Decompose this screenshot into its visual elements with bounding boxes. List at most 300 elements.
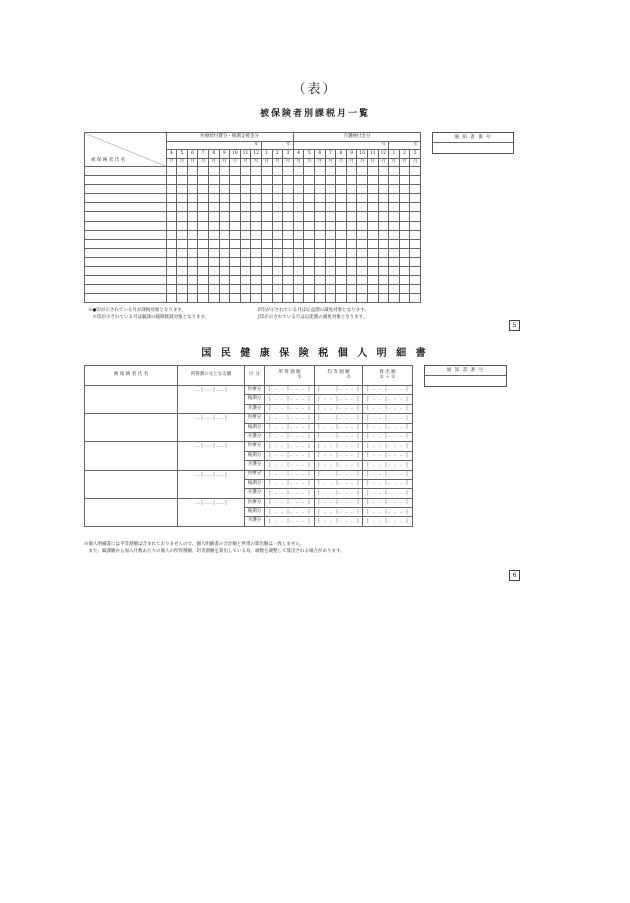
month-cell xyxy=(293,248,304,257)
month-cell xyxy=(336,267,347,276)
insured-name-cell xyxy=(85,203,167,212)
month-cell xyxy=(208,221,219,230)
month-cell xyxy=(177,230,188,239)
month-label: 月 xyxy=(336,159,347,167)
month-cell xyxy=(389,176,400,185)
kinto-amount-cell xyxy=(315,404,363,413)
kinto-amount-cell xyxy=(315,386,363,395)
month-cell xyxy=(187,267,198,276)
month-cell xyxy=(198,185,209,194)
month-cell xyxy=(367,230,378,239)
month-cell xyxy=(166,194,177,203)
month-cell xyxy=(389,267,400,276)
insured-name-cell xyxy=(85,221,167,230)
month-cell xyxy=(166,230,177,239)
month-number: 10 xyxy=(357,150,368,159)
table1-title: 被保険者別課税月一覧 xyxy=(259,109,370,119)
month-cell xyxy=(240,257,251,266)
month-cell xyxy=(293,221,304,230)
month-cell xyxy=(240,267,251,276)
kubun-label: 医療分 xyxy=(245,498,265,507)
month-cell xyxy=(219,221,230,230)
month-cell xyxy=(251,248,262,257)
month-cell xyxy=(357,276,368,285)
month-cell xyxy=(378,239,389,248)
sanshutsu-amount-cell xyxy=(363,442,413,451)
insured-name-cell xyxy=(85,498,178,526)
sanshutsu-label: 算 出 額 xyxy=(379,370,396,375)
table-row xyxy=(85,498,413,507)
table-row xyxy=(85,248,421,257)
month-cell xyxy=(177,294,188,303)
digit-guides: ..|...|...| xyxy=(194,471,228,478)
month-cell xyxy=(389,185,400,194)
month-cell xyxy=(314,194,325,203)
month-cell xyxy=(389,230,400,239)
year-label: 年 xyxy=(286,142,291,148)
month-cell xyxy=(410,239,421,248)
month-number: 7 xyxy=(198,150,209,159)
month-cell xyxy=(272,194,283,203)
insured-name-cell xyxy=(85,442,178,470)
month-cell xyxy=(346,212,357,221)
month-cell xyxy=(410,194,421,203)
digit-guides: | . . |. . . | xyxy=(268,461,311,468)
month-cell xyxy=(336,285,347,294)
month-cell xyxy=(399,194,410,203)
month-cell xyxy=(261,276,272,285)
month-cell xyxy=(389,167,400,176)
month-cell xyxy=(198,239,209,248)
note-line: J印が示されている月は応能割の減免対象となります。 xyxy=(258,315,368,320)
month-cell xyxy=(208,230,219,239)
month-cell xyxy=(177,203,188,212)
month-cell xyxy=(177,276,188,285)
month-cell xyxy=(367,239,378,248)
month-cell xyxy=(293,267,304,276)
table-row xyxy=(85,386,413,395)
month-cell xyxy=(166,294,177,303)
table-row xyxy=(85,203,421,212)
month-cell xyxy=(389,221,400,230)
month-cell xyxy=(399,176,410,185)
month-cell xyxy=(304,167,315,176)
month-cell xyxy=(399,276,410,285)
month-cell xyxy=(304,176,315,185)
table1-notes-left xyxy=(88,307,209,321)
month-cell xyxy=(378,194,389,203)
month-cell xyxy=(219,203,230,212)
month-cell xyxy=(177,267,188,276)
month-cell xyxy=(399,167,410,176)
digit-guides: | . . |. . . | xyxy=(366,452,409,459)
shotoku-amount-cell xyxy=(265,517,315,526)
digit-guides: | . . |. . . | xyxy=(268,452,311,459)
month-cell xyxy=(177,194,188,203)
digit-guides: | . . |. . . | xyxy=(268,480,311,487)
digit-guides: ..|...|...| xyxy=(194,499,228,506)
month-label: 月 xyxy=(251,159,262,167)
month-cell xyxy=(177,257,188,266)
month-number: 6 xyxy=(314,150,325,159)
month-cell xyxy=(367,257,378,266)
month-number: 1 xyxy=(261,150,272,159)
kubun-label: 後期分 xyxy=(245,423,265,432)
digit-guides: | . . |. . . | xyxy=(317,395,360,402)
month-cell xyxy=(272,221,283,230)
month-cell xyxy=(346,221,357,230)
shotoku-mark: ① xyxy=(297,374,302,380)
month-cell xyxy=(346,176,357,185)
month-cell xyxy=(261,221,272,230)
shotoku-amount-cell xyxy=(265,423,315,432)
month-cell xyxy=(198,285,209,294)
month-cell xyxy=(367,167,378,176)
sanshutsu-amount-cell xyxy=(363,470,413,479)
month-cell xyxy=(357,176,368,185)
month-cell xyxy=(230,221,241,230)
insured-name-cell xyxy=(85,470,178,498)
month-cell xyxy=(314,267,325,276)
kubun-label: 介護分 xyxy=(245,489,265,498)
month-cell xyxy=(389,294,400,303)
digit-guides: ..|...|...| xyxy=(194,415,228,422)
month-cell xyxy=(346,194,357,203)
month-label: 月 xyxy=(208,159,219,167)
month-cell xyxy=(272,230,283,239)
digit-guides: | . . |. . . | xyxy=(366,433,409,440)
month-cell xyxy=(304,257,315,266)
month-cell xyxy=(198,176,209,185)
month-cell xyxy=(346,294,357,303)
month-cell xyxy=(399,185,410,194)
month-cell xyxy=(251,239,262,248)
kinto-label: 均 等 割 額 xyxy=(327,370,350,375)
month-cell xyxy=(198,276,209,285)
sanshutsu-amount-cell xyxy=(363,508,413,517)
month-cell xyxy=(187,221,198,230)
col-header-kinto xyxy=(315,366,363,386)
kubun-label: 介護分 xyxy=(245,432,265,441)
kinto-amount-cell xyxy=(315,414,363,423)
sanshutsu-amount-cell xyxy=(363,423,413,432)
kinto-amount-cell xyxy=(315,395,363,404)
insured-name-cell xyxy=(85,257,167,266)
month-cell xyxy=(389,276,400,285)
insured-name-cell xyxy=(85,185,167,194)
month-cell xyxy=(208,167,219,176)
insured-name-cell xyxy=(85,414,178,442)
month-label: 月 xyxy=(177,159,188,167)
month-cell xyxy=(314,257,325,266)
month-cell xyxy=(283,285,294,294)
digit-guides: | . . |. . . | xyxy=(268,499,311,506)
month-number: 2 xyxy=(272,150,283,159)
month-cell xyxy=(378,248,389,257)
month-cell xyxy=(219,248,230,257)
month-cell xyxy=(261,194,272,203)
month-cell xyxy=(357,167,368,176)
month-cell xyxy=(325,185,336,194)
month-cell xyxy=(177,239,188,248)
month-cell xyxy=(325,221,336,230)
digit-guides: | . . |. . . | xyxy=(366,499,409,506)
kinto-amount-cell xyxy=(315,498,363,507)
month-number: 3 xyxy=(410,150,421,159)
month-cell xyxy=(240,230,251,239)
month-cell xyxy=(198,294,209,303)
month-cell xyxy=(283,267,294,276)
insured-name-cell xyxy=(85,294,167,303)
month-label: 月 xyxy=(410,159,421,167)
page-header: （表） xyxy=(292,82,338,97)
month-cell xyxy=(219,285,230,294)
month-cell xyxy=(219,176,230,185)
month-cell xyxy=(378,276,389,285)
insured-name-cell xyxy=(85,230,167,239)
month-cell xyxy=(314,294,325,303)
month-cell xyxy=(346,230,357,239)
table-row xyxy=(85,470,413,479)
month-cell xyxy=(314,212,325,221)
digit-guides: | . . |. . . | xyxy=(366,470,409,477)
month-cell xyxy=(293,176,304,185)
table2-notes xyxy=(84,541,345,555)
month-cell xyxy=(336,212,347,221)
month-cell xyxy=(219,267,230,276)
month-cell xyxy=(410,257,421,266)
digit-guides: | . . |. . . | xyxy=(268,395,311,402)
month-cell xyxy=(293,230,304,239)
month-cell xyxy=(198,167,209,176)
month-cell xyxy=(251,267,262,276)
month-label: 月 xyxy=(399,159,410,167)
month-cell xyxy=(240,294,251,303)
month-cell xyxy=(389,239,400,248)
month-cell xyxy=(251,276,262,285)
month-cell xyxy=(325,294,336,303)
month-cell xyxy=(283,248,294,257)
digit-guides: | . . |. . . | xyxy=(268,517,311,524)
month-number: 11 xyxy=(367,150,378,159)
month-cell xyxy=(325,239,336,248)
month-cell xyxy=(187,257,198,266)
month-cell xyxy=(357,185,368,194)
month-cell xyxy=(230,294,241,303)
digit-guides: | . . |. . . | xyxy=(268,433,311,440)
month-cell xyxy=(177,185,188,194)
sanshutsu-amount-cell xyxy=(363,517,413,526)
month-cell xyxy=(272,285,283,294)
month-cell xyxy=(272,239,283,248)
month-cell xyxy=(261,285,272,294)
month-number: 2 xyxy=(399,150,410,159)
month-cell xyxy=(367,185,378,194)
month-cell xyxy=(283,239,294,248)
month-cell xyxy=(336,257,347,266)
month-cell xyxy=(410,203,421,212)
month-cell xyxy=(293,257,304,266)
month-cell xyxy=(187,285,198,294)
month-cell xyxy=(240,194,251,203)
month-cell xyxy=(187,176,198,185)
shotoku-amount-cell xyxy=(265,432,315,441)
month-cell xyxy=(293,212,304,221)
month-cell xyxy=(357,257,368,266)
digit-guides: | . . |. . . | xyxy=(317,433,360,440)
kubun-label: 介護分 xyxy=(245,404,265,413)
month-cell xyxy=(261,239,272,248)
sanshutsu-amount-cell xyxy=(363,432,413,441)
month-cell xyxy=(240,239,251,248)
month-cell xyxy=(198,257,209,266)
month-cell xyxy=(346,257,357,266)
month-cell xyxy=(283,167,294,176)
digit-guides: | . . |. . . | xyxy=(317,517,360,524)
month-cell xyxy=(399,285,410,294)
income-base-cell xyxy=(178,386,245,414)
digit-guides: | . . |. . . | xyxy=(366,461,409,468)
month-cell xyxy=(240,221,251,230)
month-cell xyxy=(410,185,421,194)
month-cell xyxy=(389,194,400,203)
month-cell xyxy=(261,167,272,176)
month-cell xyxy=(314,276,325,285)
month-cell xyxy=(293,239,304,248)
table-row xyxy=(85,185,421,194)
month-cell xyxy=(367,294,378,303)
month-cell xyxy=(410,285,421,294)
month-cell xyxy=(283,185,294,194)
month-cell xyxy=(187,276,198,285)
month-cell xyxy=(336,185,347,194)
month-cell xyxy=(283,221,294,230)
month-cell xyxy=(304,239,315,248)
shotoku-amount-cell xyxy=(265,461,315,470)
table1-notes-right xyxy=(258,307,369,321)
month-cell xyxy=(272,248,283,257)
month-cell xyxy=(389,248,400,257)
month-cell xyxy=(357,203,368,212)
table-row xyxy=(85,212,421,221)
sanshutsu-amount-cell xyxy=(363,386,413,395)
month-cell xyxy=(293,185,304,194)
digit-guides: | . . |. . . | xyxy=(317,470,360,477)
month-cell xyxy=(399,212,410,221)
month-cell xyxy=(357,212,368,221)
month-cell xyxy=(219,185,230,194)
month-cell xyxy=(230,276,241,285)
month-cell xyxy=(208,294,219,303)
month-cell xyxy=(389,285,400,294)
year-label: 年 xyxy=(254,142,259,148)
month-cell xyxy=(272,176,283,185)
name-header: 被 保 険 者 氏 名 xyxy=(91,157,126,163)
col-header-shotoku xyxy=(265,366,315,386)
month-cell xyxy=(230,212,241,221)
col-header-income: 所得割の元となる額 xyxy=(178,366,245,386)
table-row xyxy=(85,167,421,176)
month-number: 7 xyxy=(325,150,336,159)
month-cell xyxy=(283,176,294,185)
month-cell xyxy=(314,221,325,230)
month-cell xyxy=(336,294,347,303)
month-cell xyxy=(346,185,357,194)
month-cell xyxy=(251,230,262,239)
month-cell xyxy=(314,185,325,194)
month-label: 月 xyxy=(367,159,378,167)
insured-name-cell xyxy=(85,176,167,185)
month-cell xyxy=(187,239,198,248)
digit-guides: | . . |. . . | xyxy=(366,480,409,487)
digit-guides: | . . |. . . | xyxy=(317,452,360,459)
kinto-amount-cell xyxy=(315,470,363,479)
table-row xyxy=(85,267,421,276)
month-cell xyxy=(177,176,188,185)
month-number: 11 xyxy=(240,150,251,159)
kinto-amount-cell xyxy=(315,451,363,460)
month-cell xyxy=(177,212,188,221)
month-label: 月 xyxy=(187,159,198,167)
month-label: 月 xyxy=(357,159,368,167)
digit-guides: | . . |. . . | xyxy=(317,508,360,515)
digit-guides: ..|...|...| xyxy=(194,443,228,450)
month-number: 8 xyxy=(208,150,219,159)
month-cell xyxy=(367,285,378,294)
month-cell xyxy=(261,294,272,303)
digit-guides: | . . |. . . | xyxy=(366,414,409,421)
month-cell xyxy=(336,194,347,203)
month-cell xyxy=(251,294,262,303)
tax-month-table xyxy=(84,132,421,303)
shotoku-amount-cell xyxy=(265,479,315,488)
month-cell xyxy=(198,221,209,230)
month-cell xyxy=(219,239,230,248)
month-cell xyxy=(314,239,325,248)
month-cell xyxy=(187,212,198,221)
month-cell xyxy=(208,267,219,276)
month-label: 月 xyxy=(346,159,357,167)
month-cell xyxy=(293,285,304,294)
table2-title: 国 民 健 康 保 険 税 個 人 明 細 書 xyxy=(201,348,429,359)
month-cell xyxy=(357,221,368,230)
month-cell xyxy=(272,212,283,221)
month-cell xyxy=(187,167,198,176)
month-cell xyxy=(389,257,400,266)
kinto-amount-cell xyxy=(315,489,363,498)
month-number: 9 xyxy=(219,150,230,159)
month-cell xyxy=(230,239,241,248)
month-cell xyxy=(261,185,272,194)
month-cell xyxy=(389,212,400,221)
digit-guides: | . . |. . . | xyxy=(366,442,409,449)
insured-name-cell xyxy=(85,194,167,203)
month-label: 月 xyxy=(230,159,241,167)
month-number: 12 xyxy=(251,150,262,159)
notice-number-box-2 xyxy=(424,365,507,387)
month-cell xyxy=(378,203,389,212)
month-cell xyxy=(336,276,347,285)
month-cell xyxy=(304,248,315,257)
month-cell xyxy=(314,203,325,212)
sanshutsu-amount-cell xyxy=(363,498,413,507)
month-cell xyxy=(293,203,304,212)
month-cell xyxy=(272,276,283,285)
sanshutsu-amount-cell xyxy=(363,414,413,423)
digit-guides: | . . |. . . | xyxy=(366,395,409,402)
month-cell xyxy=(293,294,304,303)
month-cell xyxy=(325,267,336,276)
